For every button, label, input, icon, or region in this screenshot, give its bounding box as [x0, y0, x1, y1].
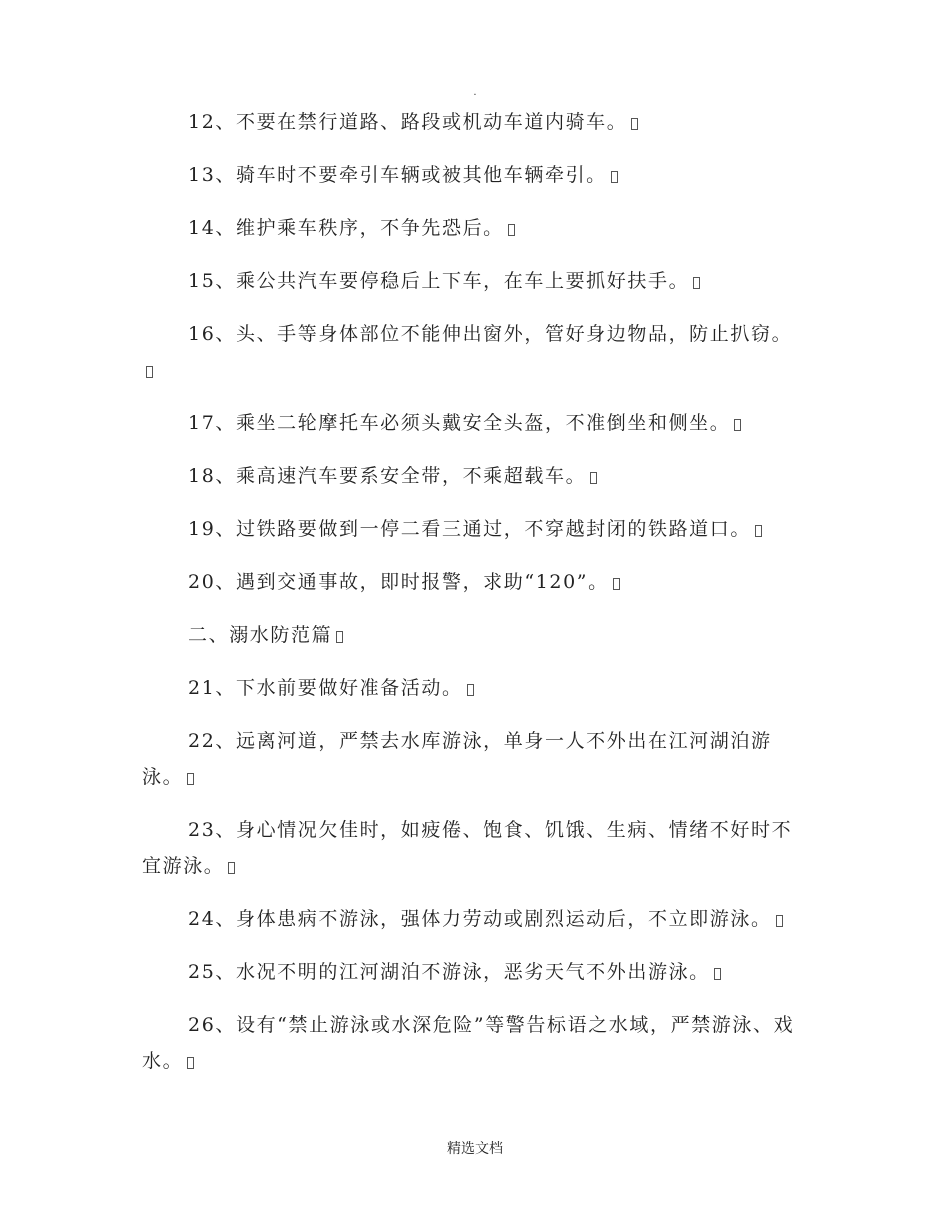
paragraph-mark-icon	[714, 968, 721, 980]
paragraph-text: 18、乘高速汽车要系安全带，不乘超载车。	[188, 465, 587, 487]
paragraph-mark-icon	[146, 366, 153, 378]
paragraph-text: 17、乘坐二轮摩托车必须头戴安全头盔，不准倒坐和侧坐。	[188, 412, 731, 434]
paragraph-20	[142, 564, 802, 600]
paragraph-text: 21、下水前要做好准备活动。	[188, 677, 463, 699]
paragraph-17	[142, 405, 802, 441]
paragraph-text: 23、身心情况欠佳时，如疲倦、饱食、饥饿、生病、情绪不好时不宜游泳。	[142, 819, 793, 877]
paragraph-21	[142, 670, 802, 706]
paragraph-14	[142, 210, 802, 246]
paragraph-mark-icon	[631, 118, 638, 130]
paragraph-text: 20、遇到交通事故，即时报警，求助“120”。	[188, 571, 609, 593]
document-body	[142, 104, 802, 1096]
paragraph-text: 25、水况不明的江河湖泊不游泳，恶劣天气不外出游泳。	[188, 961, 710, 983]
paragraph-25	[142, 954, 802, 990]
paragraph-mark-icon	[776, 915, 783, 927]
paragraph-mark-icon	[336, 631, 343, 643]
paragraph-13	[142, 157, 802, 193]
paragraph-mark-icon	[508, 224, 515, 236]
paragraph-mark-icon	[228, 862, 235, 874]
header-dot: .	[473, 87, 477, 98]
paragraph-19	[142, 511, 802, 547]
paragraph-text: 15、乘公共汽车要停稳后上下车，在车上要抓好扶手。	[188, 270, 690, 292]
paragraph-text: 12、不要在禁行道路、路段或机动车道内骑车。	[188, 111, 628, 133]
paragraph-mark-icon	[590, 472, 597, 484]
paragraph-18	[142, 458, 802, 494]
paragraph-text: 16、头、手等身体部位不能伸出窗外，管好身边物品，防止扒窃。	[188, 323, 793, 345]
paragraph-text: 24、身体患病不游泳，强体力劳动或剧烈运动后，不立即游泳。	[188, 908, 772, 930]
section-heading-drowning	[142, 617, 802, 653]
paragraph-26	[142, 1007, 802, 1079]
paragraph-mark-icon	[611, 171, 618, 183]
paragraph-mark-icon	[755, 525, 762, 537]
section-heading-text: 二、溺水防范篇	[188, 624, 333, 646]
paragraph-text: 26、设有“禁止游泳或水深危险”等警告标语之水域，严禁游泳、戏水。	[142, 1014, 795, 1072]
paragraph-16	[142, 316, 802, 388]
paragraph-12	[142, 104, 802, 140]
paragraph-24	[142, 901, 802, 937]
paragraph-text: 19、过铁路要做到一停二看三通过，不穿越封闭的铁路道口。	[188, 518, 751, 540]
paragraph-mark-icon	[187, 773, 194, 785]
paragraph-mark-icon	[187, 1057, 194, 1069]
paragraph-text: 22、远离河道，严禁去水库游泳，单身一人不外出在江河湖泊游泳。	[142, 730, 772, 788]
paragraph-text: 13、骑车时不要牵引车辆或被其他车辆牵引。	[188, 164, 607, 186]
paragraph-23	[142, 812, 802, 884]
paragraph-mark-icon	[693, 277, 700, 289]
paragraph-mark-icon	[734, 419, 741, 431]
page-footer-label: 精选文档	[447, 1141, 503, 1157]
paragraph-22	[142, 723, 802, 795]
paragraph-15	[142, 263, 802, 299]
paragraph-mark-icon	[467, 684, 474, 696]
paragraph-text: 14、维护乘车秩序，不争先恐后。	[188, 217, 504, 239]
paragraph-mark-icon	[613, 578, 620, 590]
